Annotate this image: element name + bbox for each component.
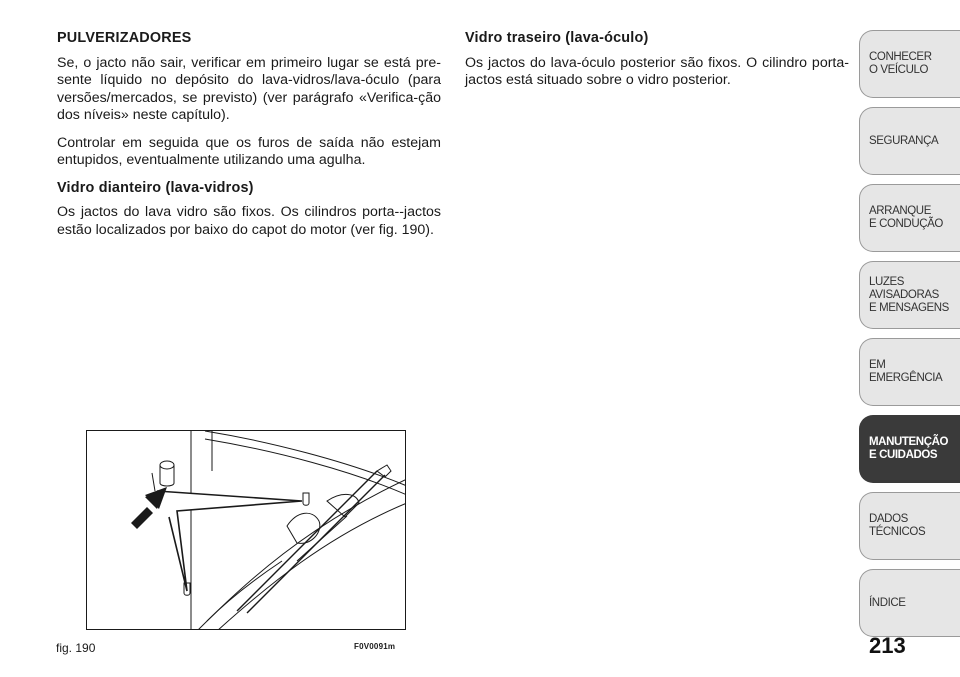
tab-luzes-avisadoras[interactable]: LUZES AVISADORAS E MENSAGENS	[859, 261, 960, 329]
tab-arranque-e-conducao[interactable]: ARRANQUE E CONDUÇÃO	[859, 184, 960, 252]
left-column	[57, 30, 441, 249]
washer-nozzle-illustration	[87, 431, 406, 630]
page-number: 213	[869, 633, 906, 658]
paragraph: Se, o jacto não sair, verificar em primeiro lugar se está pre-sente líquido no depósito do lava-vidros/lava-óculo (para versões/mercados, se previsto) (ver parágrafo «Verifica-ção dos níveis» neste capítulo).	[57, 54, 441, 123]
tab-dados-tecnicos[interactable]: DADOS TÉCNICOS	[859, 492, 960, 560]
paragraph: Os jactos do lava vidro são fixos. Os cilindros porta--jactos estão localizados por baixo do capot do motor (ver fig. 190).	[57, 204, 441, 238]
figure-caption: fig. 190	[56, 641, 96, 655]
tab-seguranca[interactable]: SEGURANÇA	[859, 107, 960, 175]
paragraph: Os jactos do lava-óculo posterior são fixos. O cilindro porta-jactos está situado sobre o vidro posterior.	[465, 54, 849, 88]
subheading-front-glass: Vidro dianteiro (lava-vidros)	[57, 179, 254, 196]
figure-190	[86, 430, 406, 630]
right-column	[465, 30, 849, 100]
tab-manutencao-e-cuidados[interactable]: MANUTENÇÃO E CUIDADOS	[859, 415, 960, 483]
tab-em-emergencia[interactable]: EM EMERGÊNCIA	[859, 338, 960, 406]
subheading-rear-glass: Vidro traseiro (lava-óculo)	[465, 30, 649, 46]
tab-indice[interactable]: ÍNDICE	[859, 569, 960, 637]
section-heading: PULVERIZADORES	[57, 30, 192, 46]
tab-conhecer-o-veiculo[interactable]: CONHECER O VEÍCULO	[859, 30, 960, 98]
figure-code: F0V0091m	[354, 642, 396, 651]
paragraph: Controlar em seguida que os furos de saída não estejam entupidos, eventualmente utilizando uma agulha.	[57, 134, 441, 168]
